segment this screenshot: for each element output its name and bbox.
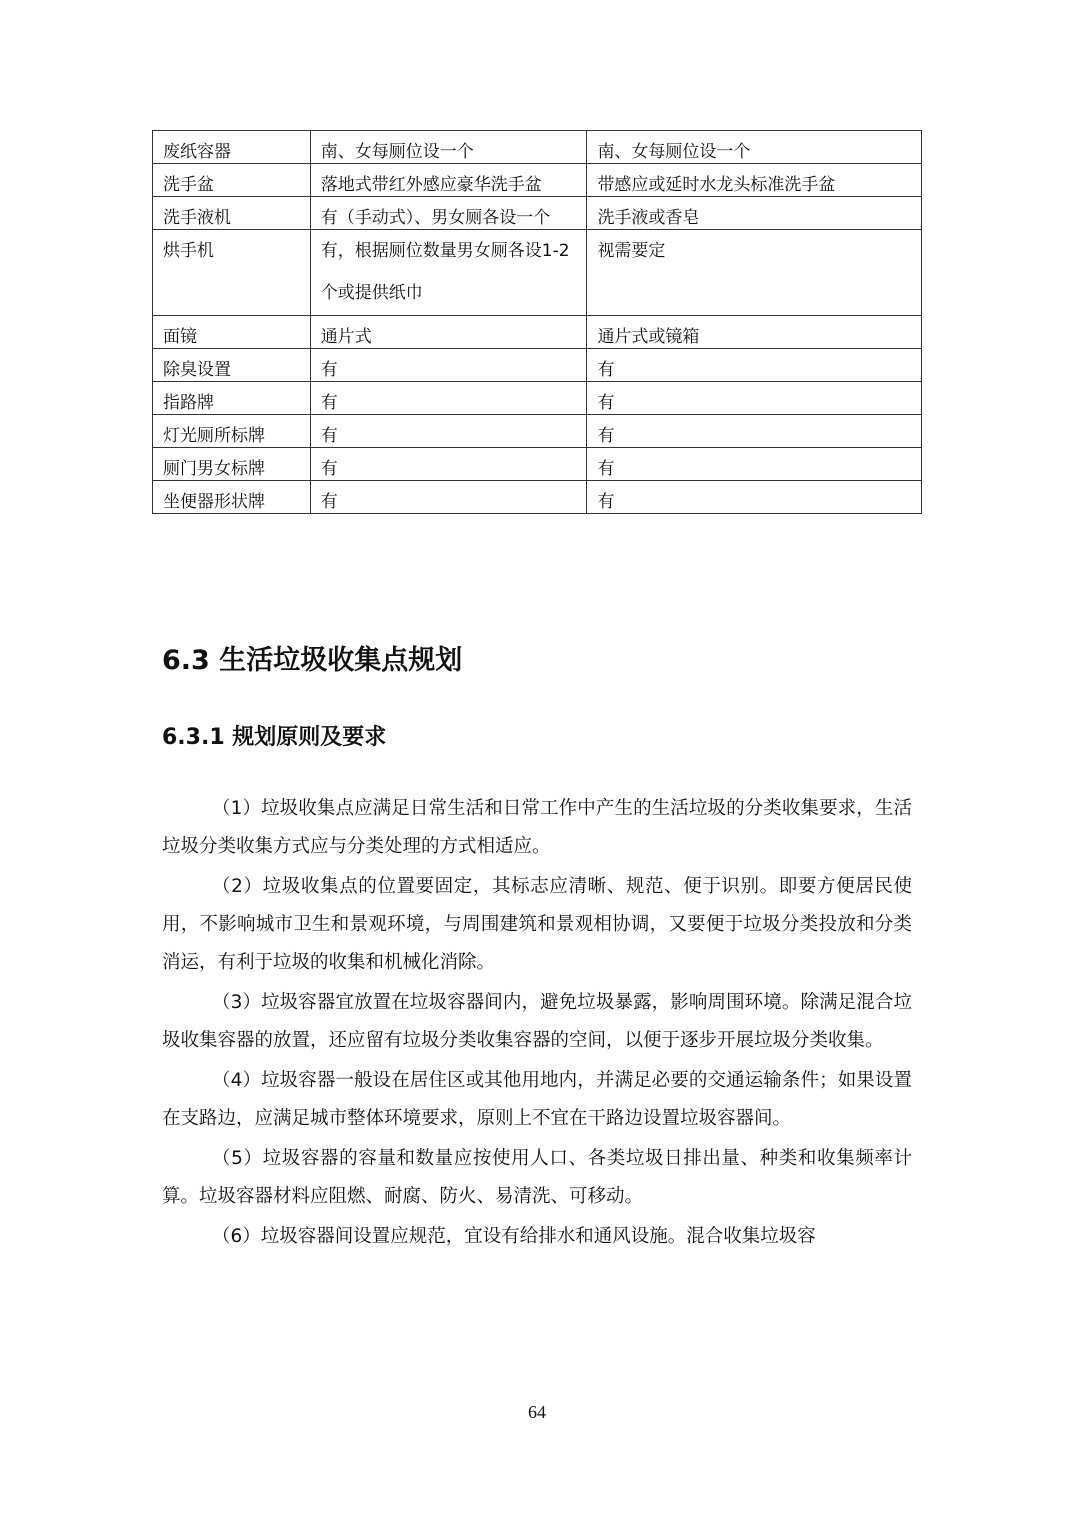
table-cell: 有 [310, 382, 587, 415]
table-cell: 洗手液或香皂 [587, 197, 922, 230]
table-cell: 南、女每厕位设一个 [587, 131, 922, 164]
body-text [162, 790, 912, 1258]
subsection-heading: 6.3.1 规划原则及要求 [162, 725, 387, 750]
table-cell-item: 灯光厕所标牌 [153, 415, 311, 448]
paragraph: （4）垃圾容器一般设在居住区或其他用地内，并满足必要的交通运输条件；如果设置在支路边，应满足城市整体环境要求，原则上不宜在干路边设置垃圾容器间。 [162, 1070, 912, 1129]
paragraph: （1）垃圾收集点应满足日常生活和日常工作中产生的生活垃圾的分类收集要求，生活垃圾分类收集方式应与分类处理的方式相适应。 [162, 798, 912, 857]
table-row [153, 415, 922, 448]
facility-table [152, 130, 922, 514]
table-cell-item: 厕门男女标牌 [153, 448, 311, 481]
paragraph: （2）垃圾收集点的位置要固定，其标志应清晰、规范、便于识别。即要方便居民使用，不影响城市卫生和景观环境，与周围建筑和景观相协调，又要便于垃圾分类投放和分类消运，有利于垃圾的收集和机械化消除。 [162, 876, 912, 973]
paragraph: （6）垃圾容器间设置应规范，宜设有给排水和通风设施。混合收集垃圾容 [212, 1226, 816, 1247]
table-row [153, 197, 922, 230]
table-row [153, 131, 922, 164]
table-cell: 有 [310, 481, 587, 514]
table-cell-item: 除臭设置 [153, 349, 311, 382]
table-cell: 带感应或延时水龙头标准洗手盆 [587, 164, 922, 197]
table-cell: 落地式带红外感应豪华洗手盆 [310, 164, 587, 197]
table-cell-item: 指路牌 [153, 382, 311, 415]
table-cell: 有 [310, 448, 587, 481]
table-cell: 视需要定 [587, 230, 922, 316]
table-row [153, 349, 922, 382]
table-cell: 有 [587, 415, 922, 448]
table-row [153, 316, 922, 349]
table-cell: 有 [310, 415, 587, 448]
table-cell-item: 洗手液机 [153, 197, 311, 230]
table-row [153, 382, 922, 415]
table-row [153, 230, 922, 316]
table-cell-item: 烘手机 [153, 230, 311, 316]
table-cell: 有 [587, 481, 922, 514]
table-cell-item: 坐便器形状牌 [153, 481, 311, 514]
table-row [153, 164, 922, 197]
table-row [153, 448, 922, 481]
table-cell-item: 洗手盆 [153, 164, 311, 197]
table-cell: 有，根据厕位数量男女厕各设1-2 个或提供纸巾 [310, 230, 587, 316]
paragraph: （3）垃圾容器宜放置在垃圾容器间内，避免垃圾暴露，影响周围环境。除满足混合垃圾收集容器的放置，还应留有垃圾分类收集容器的空间，以便于逐步开展垃圾分类收集。 [162, 992, 912, 1051]
table-cell: 有 [587, 349, 922, 382]
table-cell: 有 [587, 382, 922, 415]
paragraph: （5）垃圾容器的容量和数量应按使用人口、各类垃圾日排出量、种类和收集频率计算。垃圾容器材料应阻燃、耐腐、防火、易清洗、可移动。 [162, 1148, 912, 1207]
table-cell: 有 [310, 349, 587, 382]
table-cell: 通片式或镜箱 [587, 316, 922, 349]
table-cell: 通片式 [310, 316, 587, 349]
table-row [153, 481, 922, 514]
table-cell-item: 面镜 [153, 316, 311, 349]
section-heading: 6.3 生活垃圾收集点规划 [162, 645, 463, 676]
table-cell: 南、女每厕位设一个 [310, 131, 587, 164]
table-cell: 有（手动式）、男女厕各设一个 [310, 197, 587, 230]
table-cell: 有 [587, 448, 922, 481]
table-cell-item: 废纸容器 [153, 131, 311, 164]
page-number: 64 [528, 1402, 546, 1422]
